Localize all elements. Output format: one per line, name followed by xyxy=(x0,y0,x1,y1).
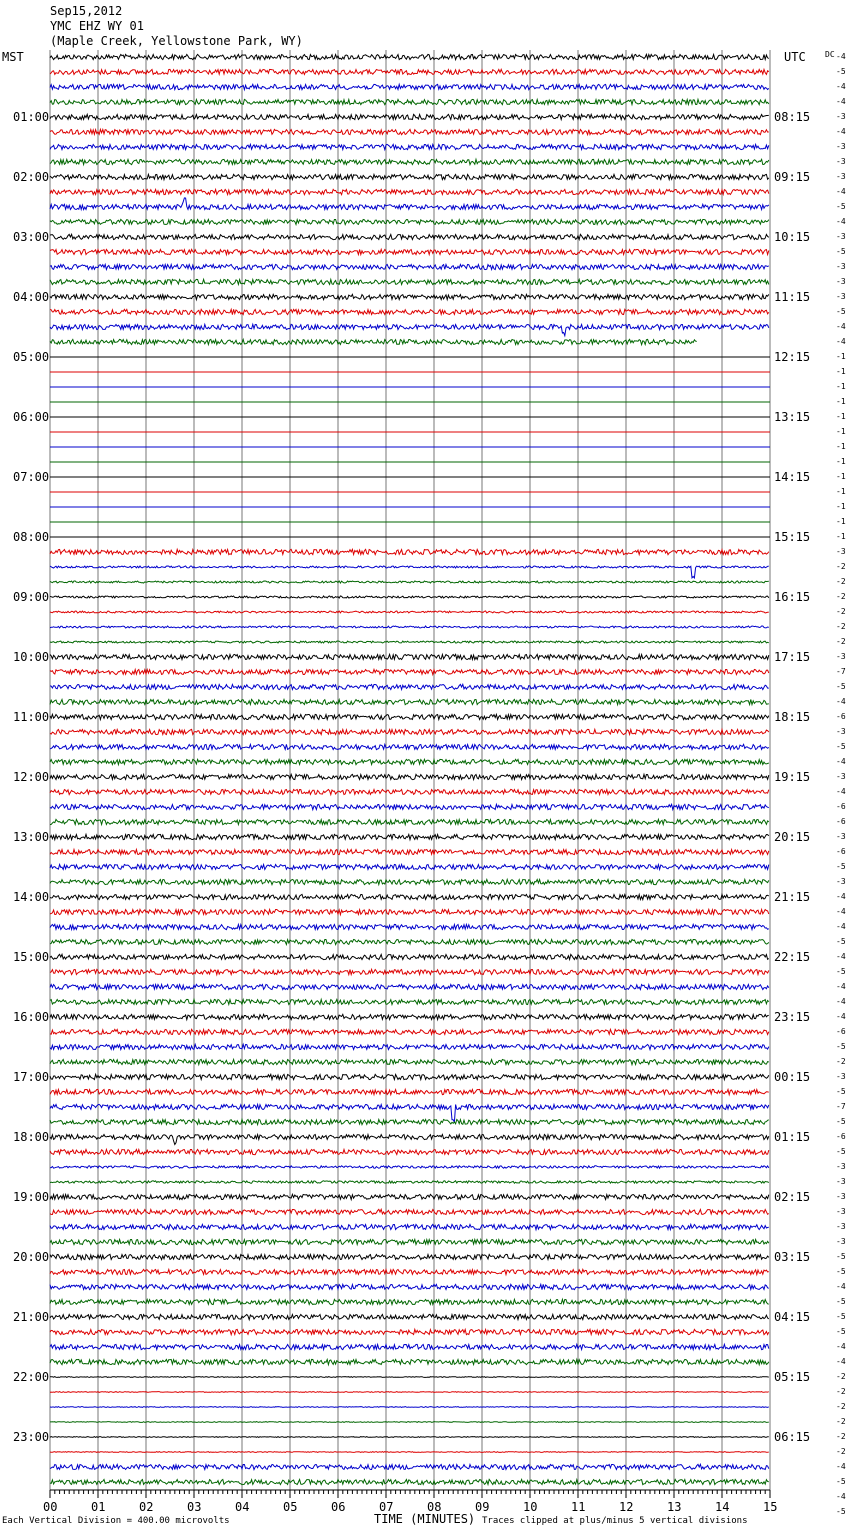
left-hour-label: 13:00 xyxy=(13,830,50,844)
dc-offset-value: -3 xyxy=(836,877,846,886)
left-hour-label: 06:00 xyxy=(13,410,50,424)
left-hour-label: 23:00 xyxy=(13,1430,50,1444)
trace-line xyxy=(50,249,769,254)
trace-line xyxy=(50,1269,769,1274)
trace-line xyxy=(50,1239,769,1244)
right-hour-label: 22:15 xyxy=(774,950,811,964)
dc-offset-value: -4 xyxy=(836,97,846,106)
trace-line xyxy=(50,1407,769,1408)
dc-offset-value: -5 xyxy=(836,1312,846,1321)
dc-offset-value: -5 xyxy=(836,742,846,751)
dc-offset-value: -4 xyxy=(836,1342,846,1351)
trace-line xyxy=(50,1119,769,1124)
right-hour-label: 15:15 xyxy=(774,530,811,544)
dc-offset-value: -6 xyxy=(836,1132,846,1141)
right-hour-label: 16:15 xyxy=(774,590,811,604)
dc-offset-value: -4 xyxy=(836,52,846,61)
dc-offset-value: -5 xyxy=(836,1327,846,1336)
dc-offset-value: -3 xyxy=(836,1207,846,1216)
trace-line xyxy=(50,626,769,628)
x-tick-label: 01 xyxy=(91,1500,106,1514)
dc-offset-value: -2 xyxy=(836,1402,846,1411)
x-tick-label: 07 xyxy=(379,1500,394,1514)
right-hour-label: 03:15 xyxy=(774,1250,811,1264)
trace-line xyxy=(50,611,769,613)
left-hour-label: 09:00 xyxy=(13,590,50,604)
dc-offset-value: -5 xyxy=(836,307,846,316)
dc-offset-value: -5 xyxy=(836,1042,846,1051)
right-hour-label: 12:15 xyxy=(774,350,811,364)
dc-offset-value: -5 xyxy=(836,937,846,946)
trace-line xyxy=(50,1452,769,1453)
trace-line xyxy=(50,894,769,899)
trace-line xyxy=(50,1314,769,1319)
left-hour-label: 04:00 xyxy=(13,290,50,304)
left-hour-label: 11:00 xyxy=(13,710,50,724)
left-hour-label: 03:00 xyxy=(13,230,50,244)
dc-offset-value: -4 xyxy=(836,1462,846,1471)
dc-offset-value: -3 xyxy=(836,157,846,166)
trace-line xyxy=(50,1135,769,1145)
x-axis-title: TIME (MINUTES) xyxy=(374,1512,476,1526)
dc-offset-value: -1 xyxy=(836,457,846,466)
trace-line xyxy=(50,234,769,239)
left-hour-label: 01:00 xyxy=(13,110,50,124)
right-hour-label: 23:15 xyxy=(774,1010,811,1024)
dc-offset-value: -5 xyxy=(836,967,846,976)
dc-offset-value: -5 xyxy=(836,202,846,211)
dc-offset-value: -1 xyxy=(836,517,846,526)
x-tick-label: 04 xyxy=(235,1500,250,1514)
trace-line xyxy=(50,294,769,299)
dc-offset-value: -6 xyxy=(836,712,846,721)
dc-offset-value: -3 xyxy=(836,277,846,286)
dc-offset-value: -1 xyxy=(836,397,846,406)
dc-offset-value: -5 xyxy=(836,1507,846,1516)
dc-offset-value: -4 xyxy=(836,907,846,916)
trace-line xyxy=(50,339,697,344)
trace-line xyxy=(50,1149,769,1154)
trace-line xyxy=(50,804,769,809)
dc-offset-value: -4 xyxy=(836,892,846,901)
dc-offset-value: -2 xyxy=(836,1372,846,1381)
trace-line xyxy=(50,1422,769,1423)
trace-line xyxy=(50,1029,769,1034)
x-tick-label: 05 xyxy=(283,1500,298,1514)
dc-offset-value: -7 xyxy=(836,667,846,676)
x-tick-label: 14 xyxy=(715,1500,730,1514)
dc-offset-value: -6 xyxy=(836,847,846,856)
right-hour-label: 08:15 xyxy=(774,110,811,124)
trace-line xyxy=(50,84,769,89)
dc-offset-value: -1 xyxy=(836,367,846,376)
trace-line xyxy=(50,774,769,779)
right-hour-label: 05:15 xyxy=(774,1370,811,1384)
trace-line xyxy=(50,849,769,854)
trace-line xyxy=(50,819,769,824)
trace-line xyxy=(50,834,769,839)
dc-offset-value: -4 xyxy=(836,337,846,346)
right-hour-label: 21:15 xyxy=(774,890,811,904)
trace-line xyxy=(50,1284,769,1289)
dc-offset-value: -3 xyxy=(836,547,846,556)
dc-offset-value: -3 xyxy=(836,1237,846,1246)
trace-line xyxy=(50,1299,769,1304)
dc-offset-value: -3 xyxy=(836,262,846,271)
x-tick-label: 13 xyxy=(667,1500,682,1514)
left-hour-label: 18:00 xyxy=(13,1130,50,1144)
right-hour-label: 10:15 xyxy=(774,230,811,244)
dc-offset-value: -5 xyxy=(836,1087,846,1096)
dc-offset-value: -5 xyxy=(836,1147,846,1156)
left-hour-label: 05:00 xyxy=(13,350,50,364)
dc-offset-value: -4 xyxy=(836,757,846,766)
dc-offset-value: -1 xyxy=(836,502,846,511)
trace-line xyxy=(50,566,769,578)
x-tick-label: 10 xyxy=(523,1500,538,1514)
x-tick-label: 09 xyxy=(475,1500,490,1514)
dc-offset-value: -6 xyxy=(836,817,846,826)
x-tick-label: 15 xyxy=(763,1500,778,1514)
trace-line xyxy=(50,699,769,704)
dc-offset-value: -3 xyxy=(836,727,846,736)
trace-line xyxy=(50,219,769,224)
trace-line xyxy=(50,1464,769,1469)
left-hour-label: 16:00 xyxy=(13,1010,50,1024)
trace-line xyxy=(50,1166,769,1168)
trace-line xyxy=(50,309,769,314)
dc-offset-value: -7 xyxy=(836,1102,846,1111)
dc-offset-value: -3 xyxy=(836,832,846,841)
dc-offset-value: -5 xyxy=(836,247,846,256)
x-tick-label: 03 xyxy=(187,1500,202,1514)
dc-offset-value: -5 xyxy=(836,1477,846,1486)
dc-offset-value: -4 xyxy=(836,982,846,991)
dc-offset-value: -3 xyxy=(836,1162,846,1171)
trace-line xyxy=(50,1209,769,1214)
dc-offset-value: -2 xyxy=(836,1417,846,1426)
trace-line xyxy=(50,729,769,734)
trace-line xyxy=(50,714,769,719)
x-tick-label: 11 xyxy=(571,1500,586,1514)
trace-line xyxy=(50,939,769,944)
trace-line xyxy=(50,1224,769,1229)
dc-offset-value: -5 xyxy=(836,67,846,76)
trace-line xyxy=(50,144,769,149)
trace-line xyxy=(50,1059,769,1064)
trace-line xyxy=(50,114,769,119)
dc-offset-value: -2 xyxy=(836,1432,846,1441)
dc-offset-value: -3 xyxy=(836,292,846,301)
trace-line xyxy=(50,954,769,959)
trace-line xyxy=(50,759,769,764)
trace-line xyxy=(50,1437,769,1438)
trace-line xyxy=(50,279,769,284)
dc-offset-value: -1 xyxy=(836,382,846,391)
trace-line xyxy=(50,1181,769,1183)
dc-offset-value: -5 xyxy=(836,1297,846,1306)
dc-offset-value: -6 xyxy=(836,1027,846,1036)
dc-offset-value: -1 xyxy=(836,442,846,451)
dc-offset-value: -3 xyxy=(836,1192,846,1201)
dc-offset-value: -1 xyxy=(836,412,846,421)
trace-line xyxy=(50,984,769,989)
header-station: YMC EHZ WY 01 xyxy=(50,19,144,33)
left-hour-label: 15:00 xyxy=(13,950,50,964)
trace-line xyxy=(50,1044,769,1049)
right-hour-label: 01:15 xyxy=(774,1130,811,1144)
trace-line xyxy=(50,189,769,194)
trace-line xyxy=(50,69,769,74)
left-hour-label: 10:00 xyxy=(13,650,50,664)
left-hour-label: 14:00 xyxy=(13,890,50,904)
left-hour-label: 17:00 xyxy=(13,1070,50,1084)
right-hour-label: 14:15 xyxy=(774,470,811,484)
dc-offset-value: -4 xyxy=(836,1282,846,1291)
trace-line xyxy=(50,159,769,164)
dc-offset-value: -3 xyxy=(836,1222,846,1231)
trace-line xyxy=(50,581,769,583)
x-tick-label: 08 xyxy=(427,1500,442,1514)
trace-line xyxy=(50,1089,769,1094)
dc-offset-value: -3 xyxy=(836,112,846,121)
trace-line xyxy=(50,54,769,59)
trace-line xyxy=(50,549,769,554)
dc-offset-value: -4 xyxy=(836,1357,846,1366)
left-hour-label: 02:00 xyxy=(13,170,50,184)
right-hour-label: 19:15 xyxy=(774,770,811,784)
trace-line xyxy=(50,324,769,335)
trace-line xyxy=(50,924,769,929)
trace-line xyxy=(50,909,769,914)
dc-offset-value: -4 xyxy=(836,187,846,196)
dc-offset-value: -5 xyxy=(836,1117,846,1126)
trace-line xyxy=(50,744,769,749)
dc-offset-value: -4 xyxy=(836,322,846,331)
trace-line xyxy=(50,1479,769,1484)
trace-line xyxy=(50,1254,769,1259)
trace-line xyxy=(50,1377,769,1378)
dc-offset-value: -4 xyxy=(836,1492,846,1501)
x-tick-label: 00 xyxy=(43,1500,58,1514)
left-hour-label: 21:00 xyxy=(13,1310,50,1324)
dc-offset-value: -2 xyxy=(836,1447,846,1456)
dc-offset-value: -2 xyxy=(836,622,846,631)
trace-line xyxy=(50,129,769,134)
left-hour-label: 20:00 xyxy=(13,1250,50,1264)
dc-offset-value: -1 xyxy=(836,427,846,436)
dc-offset-value: -5 xyxy=(836,1267,846,1276)
dc-offset-value: -5 xyxy=(836,682,846,691)
x-tick-label: 02 xyxy=(139,1500,154,1514)
x-tick-label: 12 xyxy=(619,1500,634,1514)
right-hour-label: 04:15 xyxy=(774,1310,811,1324)
dc-offset-value: -3 xyxy=(836,1072,846,1081)
header-location: (Maple Creek, Yellowstone Park, WY) xyxy=(50,34,303,48)
trace-line xyxy=(50,999,769,1004)
trace-line xyxy=(50,1014,769,1019)
trace-line xyxy=(50,1344,769,1349)
trace-line xyxy=(50,969,769,974)
left-hour-label: 08:00 xyxy=(13,530,50,544)
dc-offset-value: -4 xyxy=(836,127,846,136)
trace-line xyxy=(50,684,769,689)
dc-offset-value: -1 xyxy=(836,487,846,496)
dc-offset-value: -4 xyxy=(836,217,846,226)
dc-offset-value: -2 xyxy=(836,577,846,586)
clipping-note: Traces clipped at plus/minus 5 vertical divisions xyxy=(482,1516,748,1526)
left-hour-label: 12:00 xyxy=(13,770,50,784)
dc-offset-value: -4 xyxy=(836,997,846,1006)
right-hour-label: 06:15 xyxy=(774,1430,811,1444)
dc-offset-value: -5 xyxy=(836,1252,846,1261)
header-date: Sep15,2012 xyxy=(50,4,123,18)
trace-line xyxy=(50,596,769,598)
dc-offset-value: -2 xyxy=(836,562,846,571)
trace-line xyxy=(50,654,769,659)
x-tick-label: 06 xyxy=(331,1500,346,1514)
vertical-division-note: Each Vertical Division = 400.00 microvolts xyxy=(2,1516,230,1526)
trace-line xyxy=(50,99,769,104)
right-hour-label: 18:15 xyxy=(774,710,811,724)
dc-offset-value: -4 xyxy=(836,787,846,796)
dc-offset-value: -2 xyxy=(836,1387,846,1396)
trace-line xyxy=(50,669,769,674)
right-hour-label: 13:15 xyxy=(774,410,811,424)
dc-offset-value: -2 xyxy=(836,637,846,646)
right-hour-label: 09:15 xyxy=(774,170,811,184)
dc-offset-value: -1 xyxy=(836,472,846,481)
trace-line xyxy=(50,1194,769,1199)
left-hour-label: 19:00 xyxy=(13,1190,50,1204)
left-hour-label: 07:00 xyxy=(13,470,50,484)
dc-offset-value: -3 xyxy=(836,652,846,661)
right-hour-label: 17:15 xyxy=(774,650,811,664)
dc-offset-value: -3 xyxy=(836,172,846,181)
trace-line xyxy=(50,864,769,869)
dc-offset-value: -5 xyxy=(836,862,846,871)
trace-line xyxy=(50,198,769,210)
dc-offset-value: -3 xyxy=(836,772,846,781)
dc-offset-value: -3 xyxy=(836,142,846,151)
dc-offset-value: -1 xyxy=(836,352,846,361)
dc-offset-value: -6 xyxy=(836,802,846,811)
dc-offset-value: -2 xyxy=(836,607,846,616)
right-hour-label: 20:15 xyxy=(774,830,811,844)
dc-offset-value: -1 xyxy=(836,532,846,541)
dc-offset-value: -4 xyxy=(836,952,846,961)
left-timezone-label: MST xyxy=(2,50,24,64)
trace-line xyxy=(50,1329,769,1334)
trace-line xyxy=(50,264,769,269)
trace-line xyxy=(50,1074,769,1079)
trace-line xyxy=(50,174,769,179)
dc-offset-value: -4 xyxy=(836,1012,846,1021)
dc-offset-value: -3 xyxy=(836,1177,846,1186)
trace-line xyxy=(50,879,769,884)
trace-line xyxy=(50,641,769,643)
left-hour-label: 22:00 xyxy=(13,1370,50,1384)
dc-offset-value: -2 xyxy=(836,592,846,601)
right-timezone-label: UTC xyxy=(784,50,806,64)
right-hour-label: 11:15 xyxy=(774,290,811,304)
dc-offset-value: -3 xyxy=(836,232,846,241)
trace-line xyxy=(50,1392,769,1393)
dc-offset-value: -2 xyxy=(836,1057,846,1066)
trace-line xyxy=(50,789,769,794)
dc-offset-value: -4 xyxy=(836,82,846,91)
dc-label: DC xyxy=(825,50,835,59)
right-hour-label: 02:15 xyxy=(774,1190,811,1204)
trace-line xyxy=(50,1359,769,1364)
dc-offset-value: -4 xyxy=(836,922,846,931)
right-hour-label: 00:15 xyxy=(774,1070,811,1084)
dc-offset-value: -4 xyxy=(836,697,846,706)
